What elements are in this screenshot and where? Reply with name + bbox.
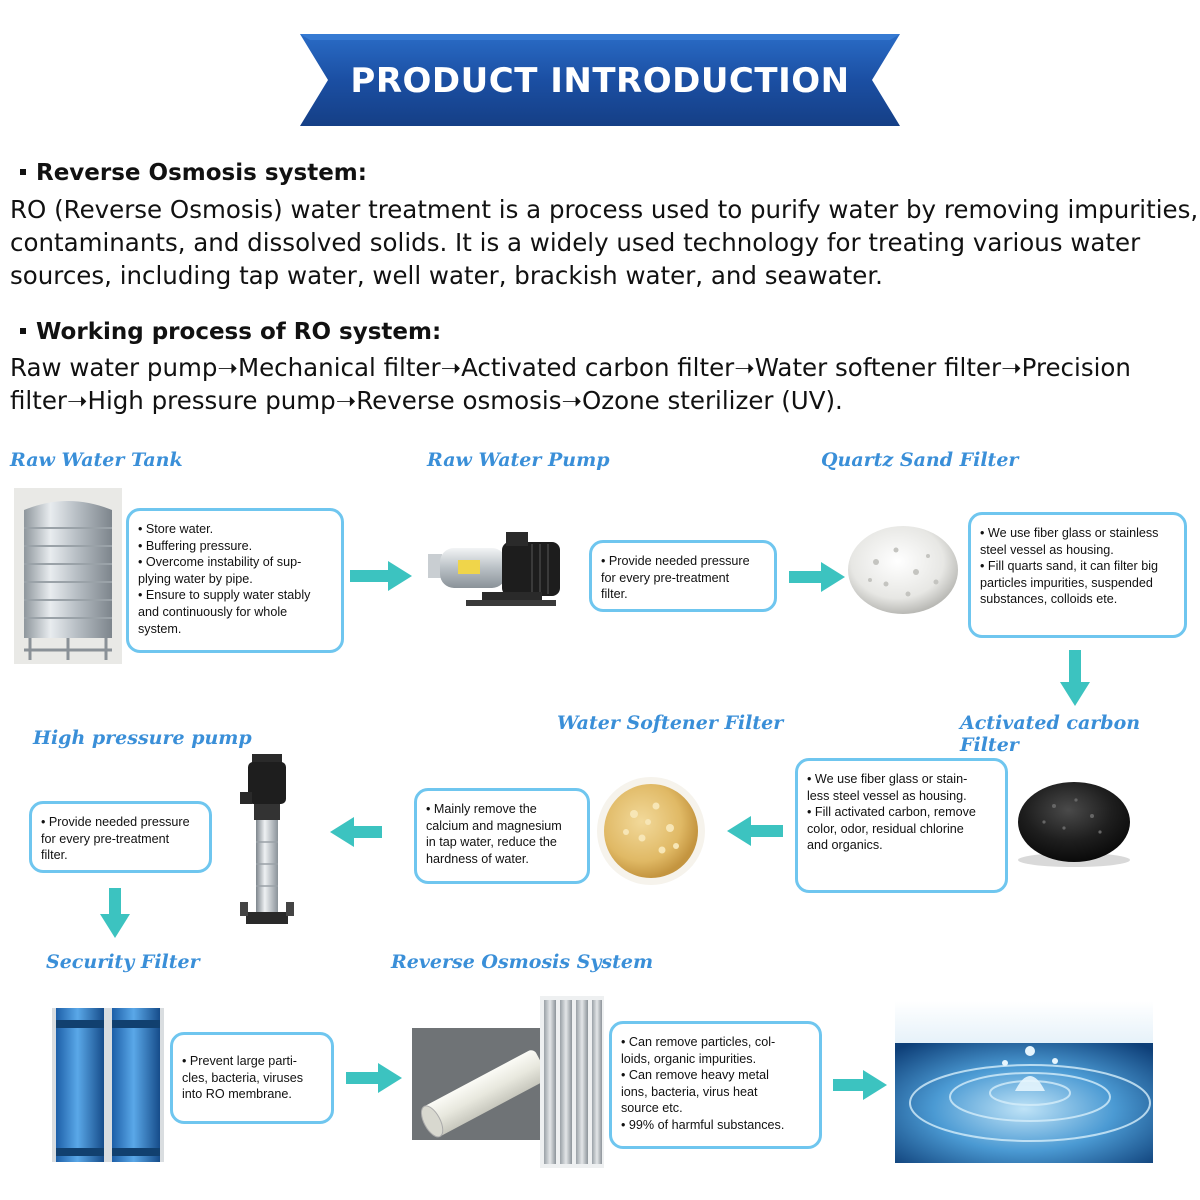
box-line: system. — [138, 621, 182, 636]
arrow-right-icon — [833, 1070, 887, 1100]
box-quartz-sand-filter — [968, 512, 1187, 638]
resin-beads-photo-icon — [596, 776, 706, 886]
box-raw-water-tank — [126, 508, 344, 653]
box-line: filter. — [601, 587, 628, 602]
square-bullet-icon — [20, 169, 26, 175]
box-line: source etc. — [621, 1101, 683, 1116]
box-line: loids, organic impurities. — [621, 1051, 757, 1066]
box-line: particles impurities, suspended — [980, 575, 1153, 590]
box-line: • Buffering pressure. — [138, 538, 253, 553]
description-line: contaminants, and dissolved solids. It is a widely used technology for treating various water — [10, 228, 1141, 257]
heading-text: Reverse Osmosis system: — [36, 160, 367, 186]
box-line: into RO membrane. — [182, 1087, 292, 1102]
pump-photo-icon — [428, 520, 568, 620]
section-heading-ro-system — [20, 160, 367, 186]
label-water-softener-filter: Water Softener Filter — [557, 712, 784, 734]
arrow-right-icon — [789, 562, 845, 592]
ro-description — [10, 193, 1200, 292]
box-line: plying water by pipe. — [138, 571, 253, 586]
box-high-pressure-pump — [29, 801, 212, 873]
label-raw-water-tank: Raw Water Tank — [10, 449, 183, 471]
box-line: substances, colloids ete. — [980, 592, 1118, 607]
box-line: less steel vessel as housing. — [807, 788, 967, 803]
banner-title: PRODUCT INTRODUCTION — [350, 61, 850, 101]
arrow-left-icon — [330, 817, 382, 847]
box-line: color, odor, residual chlorine — [807, 821, 964, 836]
label-activated-carbon-filter: Activated carbon Filter — [960, 712, 1141, 756]
box-raw-water-pump — [589, 540, 777, 612]
box-line: • Can remove particles, col- — [621, 1035, 776, 1049]
process-description — [10, 351, 1200, 417]
square-bullet-icon — [20, 328, 26, 334]
box-line: • Store water. — [138, 522, 214, 536]
box-line: and organics. — [807, 838, 883, 853]
heading-text: Working process of RO system: — [36, 319, 442, 345]
arrow-down-icon — [1060, 650, 1090, 706]
box-line: ions, bacteria, virus heat — [621, 1084, 758, 1099]
box-line: and continuously for whole — [138, 604, 288, 619]
description-line: RO (Reverse Osmosis) water treatment is a process used to purify water by removing impurities, — [10, 195, 1199, 224]
box-line: • Can remove heavy metal — [621, 1068, 769, 1083]
box-line: • Fill quarts sand, it can filter big — [980, 559, 1158, 574]
box-line: cles, bacteria, viruses — [182, 1070, 304, 1085]
arrow-right-icon — [346, 1063, 402, 1093]
quartz-sand-photo-icon — [846, 522, 960, 616]
box-line: • Fill activated carbon, remove — [807, 805, 976, 820]
cartridge-filter-photo-icon — [52, 1008, 164, 1162]
box-reverse-osmosis-system — [609, 1021, 822, 1149]
box-security-filter — [170, 1032, 334, 1124]
box-line: calcium and magnesium — [426, 818, 562, 833]
process-line: filter➝High pressure pump➝Reverse osmosis➝Ozone sterilizer (UV). — [10, 386, 843, 415]
label-high-pressure-pump: High pressure pump — [33, 727, 252, 749]
section-heading-working-process — [20, 319, 441, 345]
box-activated-carbon-filter — [795, 758, 1008, 893]
box-line: • Provide needed pressure — [601, 554, 750, 568]
box-line: for every pre-treatment — [41, 831, 170, 846]
box-line: for every pre-treatment — [601, 570, 730, 585]
box-line: steel vessel as housing. — [980, 542, 1114, 557]
process-line: Raw water pump➝Mechanical filter➝Activated carbon filter➝Water softener filter➝Precision — [10, 353, 1131, 382]
box-line: • 99% of harmful substances. — [621, 1117, 785, 1132]
box-line: • We use fiber glass or stain- — [807, 772, 968, 786]
description-line: sources, including tap water, well water, brackish water, and seawater. — [10, 261, 883, 290]
box-line: filter. — [41, 848, 68, 863]
arrow-down-icon — [100, 888, 130, 938]
arrow-right-icon — [350, 561, 412, 591]
ro-membrane-photo-icon — [412, 996, 604, 1168]
arrow-left-icon — [727, 816, 783, 846]
water-tank-photo-icon — [14, 488, 122, 664]
box-line: • Ensure to supply water stably — [138, 588, 311, 603]
box-line: • Overcome instability of sup- — [138, 555, 302, 570]
box-line: • Provide needed pressure — [41, 815, 190, 829]
label-reverse-osmosis-system: Reverse Osmosis System — [391, 951, 654, 973]
box-line: in tap water, reduce the — [426, 835, 557, 850]
box-line: hardness of water. — [426, 851, 529, 866]
activated-carbon-photo-icon — [1014, 772, 1134, 868]
vertical-pump-photo-icon — [238, 752, 298, 932]
box-water-softener-filter — [414, 788, 590, 884]
box-line: • We use fiber glass or stainless — [980, 526, 1159, 540]
label-raw-water-pump: Raw Water Pump — [427, 449, 610, 471]
label-security-filter: Security Filter — [46, 951, 200, 973]
box-line: • Prevent large parti- — [182, 1054, 298, 1068]
box-line: • Mainly remove the — [426, 802, 537, 816]
water-splash-photo-icon — [895, 1001, 1153, 1163]
label-quartz-sand-filter: Quartz Sand Filter — [821, 449, 1019, 471]
